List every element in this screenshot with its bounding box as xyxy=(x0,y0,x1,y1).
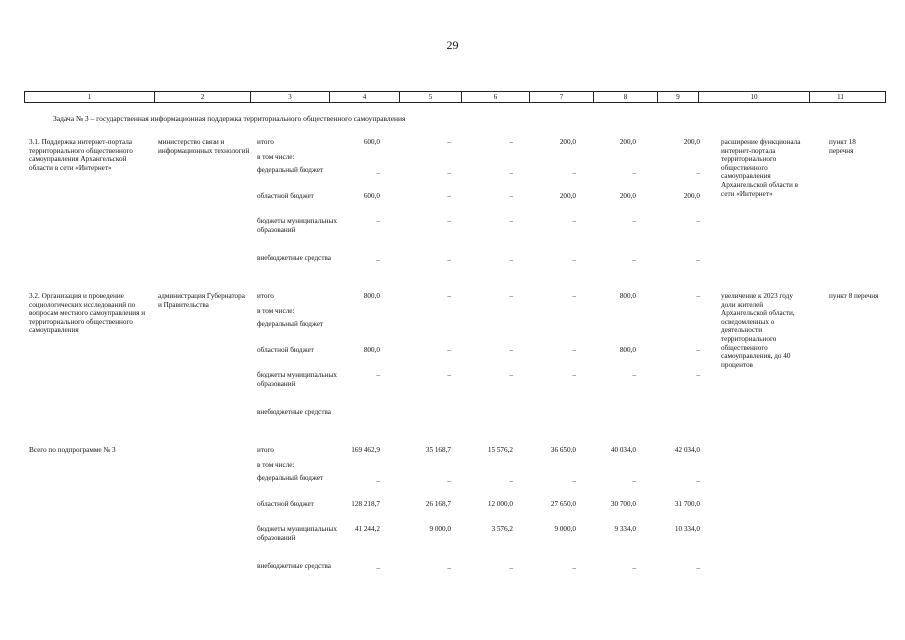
value-col9: – xyxy=(696,292,700,300)
value-col5: – xyxy=(447,477,451,485)
row-label: итого xyxy=(257,138,274,146)
value-col4: 600,0 xyxy=(363,138,380,146)
value-col7: 36 650,0 xyxy=(550,446,576,454)
value-col9: – xyxy=(696,564,700,572)
value-col5: – xyxy=(447,217,451,225)
value-col5: – xyxy=(447,371,451,379)
value-col5: – xyxy=(447,192,451,200)
row-label: внебюджетные средства xyxy=(257,254,331,262)
row-label: бюджеты муниципальных образований xyxy=(257,371,337,388)
value-col6: – xyxy=(509,292,513,300)
value-col9: – xyxy=(696,371,700,379)
value-col9: 31 700,0 xyxy=(674,500,700,508)
value-col5: – xyxy=(447,169,451,177)
value-col9: – xyxy=(696,477,700,485)
value-col5: 35 168,7 xyxy=(425,446,451,454)
col-header-3: 3 xyxy=(251,92,330,102)
block-executor: министерство связи и информационных технологий xyxy=(158,138,250,155)
row-label: федеральный бюджет xyxy=(257,320,324,328)
value-col4: – xyxy=(376,217,380,225)
value-col6: – xyxy=(509,371,513,379)
row-label: бюджеты муниципальных образований xyxy=(257,217,337,234)
value-col9: 200,0 xyxy=(683,138,700,146)
value-col4: 800,0 xyxy=(363,292,380,300)
value-col7: 200,0 xyxy=(559,192,576,200)
row-label: в том числе: xyxy=(257,153,295,161)
col-header-9: 9 xyxy=(658,92,699,102)
block-result: расширение функционала интернет-портала территориального общественного самоуправления Архангельской области в сети «Интернет» xyxy=(721,138,801,198)
block-total xyxy=(29,446,879,586)
block-name: 3.1. Поддержка интернет-портала территориального общественного самоуправления Архангельской области в сети «Интернет» xyxy=(29,138,133,172)
value-col7: – xyxy=(572,346,576,354)
col-header-10: 10 xyxy=(699,92,810,102)
value-col6: – xyxy=(509,192,513,200)
value-col8: – xyxy=(632,217,636,225)
value-col4: – xyxy=(376,477,380,485)
value-col6: – xyxy=(509,256,513,264)
value-col8: – xyxy=(632,564,636,572)
value-col7: – xyxy=(572,256,576,264)
col-header-5: 5 xyxy=(400,92,462,102)
value-col7: 9 000,0 xyxy=(554,525,576,533)
table-header-row xyxy=(24,91,886,103)
value-col9: – xyxy=(696,169,700,177)
value-col7: 27 650,0 xyxy=(550,500,576,508)
row-label: областной бюджет xyxy=(257,346,314,354)
value-col9: 42 034,0 xyxy=(674,446,700,454)
value-col8: 9 334,0 xyxy=(614,525,636,533)
value-col6: 15 576,2 xyxy=(487,446,513,454)
value-col6: 3 576,2 xyxy=(491,525,513,533)
value-col4: 41 244,2 xyxy=(354,525,380,533)
block-ref: пункт 8 перечня xyxy=(829,292,879,300)
col-header-2: 2 xyxy=(155,92,251,102)
value-col9: – xyxy=(696,217,700,225)
value-col9: 200,0 xyxy=(683,192,700,200)
value-col7: – xyxy=(572,292,576,300)
col-header-4: 4 xyxy=(330,92,400,102)
block-name: 3.2. Организация и проведение социологических исследований по вопросам местного самоуправления и территориального общественного самоуправления xyxy=(29,292,146,335)
value-col5: – xyxy=(447,292,451,300)
col-header-11: 11 xyxy=(837,93,844,101)
value-col7: – xyxy=(572,217,576,225)
block-ref: пункт 18 перечня xyxy=(829,138,856,155)
block-3-2 xyxy=(29,292,879,432)
row-label: итого xyxy=(257,292,274,300)
block-executor: администрация Губернатора и Правительства xyxy=(158,292,245,309)
row-label: итого xyxy=(257,446,274,454)
row-label: внебюджетные средства xyxy=(257,408,331,416)
value-col8: 800,0 xyxy=(619,346,636,354)
value-col7: – xyxy=(572,477,576,485)
row-label: в том числе: xyxy=(257,461,295,469)
value-col6: – xyxy=(509,138,513,146)
value-col8: – xyxy=(632,477,636,485)
value-col8: – xyxy=(632,256,636,264)
col-header-6: 6 xyxy=(462,92,530,102)
value-col4: – xyxy=(376,371,380,379)
value-col5: 9 000,0 xyxy=(429,525,451,533)
row-label: областной бюджет xyxy=(257,500,314,508)
value-col8: – xyxy=(632,169,636,177)
value-col4: 600,0 xyxy=(363,192,380,200)
value-col6: – xyxy=(509,217,513,225)
value-col7: 200,0 xyxy=(559,138,576,146)
task-title: Задача № 3 – государственная информационная поддержка территориального общественного самоуправления xyxy=(53,114,406,123)
value-col8: 800,0 xyxy=(619,292,636,300)
row-label: федеральный бюджет xyxy=(257,166,324,174)
page-number: 29 xyxy=(446,38,459,52)
value-col7: – xyxy=(572,564,576,572)
value-col8: 200,0 xyxy=(619,138,636,146)
value-col8: 40 034,0 xyxy=(610,446,636,454)
block-result: увеличение к 2023 году доли жителей Архангельской области, осведомленных о деятельности территориального общественного самоуправления, до 40 процентов xyxy=(721,292,795,369)
value-col4: 800,0 xyxy=(363,346,380,354)
value-col6: – xyxy=(509,564,513,572)
value-col7: – xyxy=(572,169,576,177)
value-col6: – xyxy=(509,477,513,485)
value-col9: – xyxy=(696,256,700,264)
row-label: в том числе: xyxy=(257,307,295,315)
value-col8: 30 700,0 xyxy=(610,500,636,508)
value-col5: – xyxy=(447,346,451,354)
value-col5: 26 168,7 xyxy=(425,500,451,508)
value-col8: – xyxy=(632,371,636,379)
col-header-7: 7 xyxy=(530,92,594,102)
col-header-8: 8 xyxy=(594,92,658,102)
value-col9: 10 334,0 xyxy=(674,525,700,533)
row-label: бюджеты муниципальных образований xyxy=(257,525,337,542)
value-col5: – xyxy=(447,564,451,572)
row-label: федеральный бюджет xyxy=(257,474,324,482)
row-label: областной бюджет xyxy=(257,192,314,200)
value-col6: 12 000,0 xyxy=(487,500,513,508)
value-col4: 169 462,9 xyxy=(351,446,380,454)
value-col4: – xyxy=(376,169,380,177)
value-col7: – xyxy=(572,371,576,379)
value-col5: – xyxy=(447,256,451,264)
value-col6: – xyxy=(509,346,513,354)
value-col4: 128 218,7 xyxy=(351,500,380,508)
value-col6: – xyxy=(509,169,513,177)
col-header-1: 1 xyxy=(25,92,155,102)
block-name: Всего по подпрограмме № 3 xyxy=(29,446,116,454)
value-col5: – xyxy=(447,138,451,146)
row-label: внебюджетные средства xyxy=(257,562,331,570)
value-col8: 200,0 xyxy=(619,192,636,200)
value-col4: – xyxy=(376,564,380,572)
value-col4: – xyxy=(376,256,380,264)
block-3-1 xyxy=(29,138,879,278)
value-col9: – xyxy=(696,346,700,354)
